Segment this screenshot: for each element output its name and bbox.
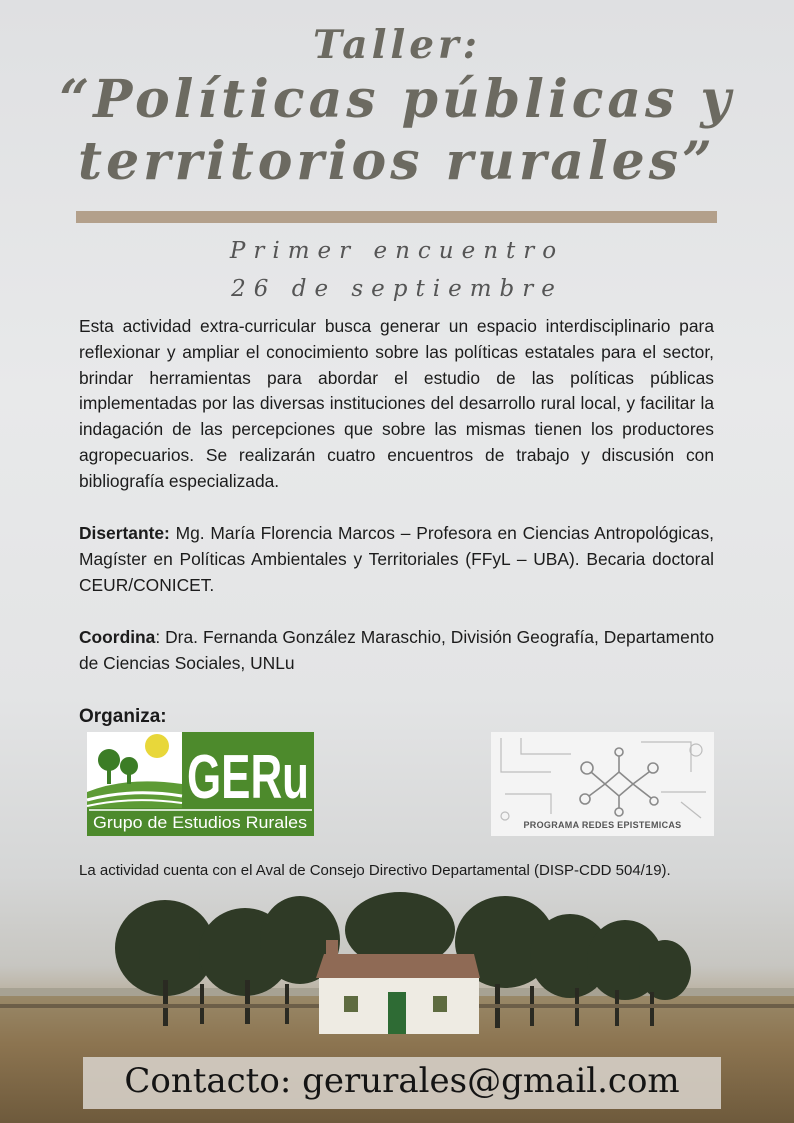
contact-email[interactable]: Contacto: gerurales@gmail.com (124, 1061, 680, 1101)
title-line-1: Taller: (313, 22, 481, 68)
coordinator-label: Coordina (79, 627, 156, 647)
geru-logo-graphic (87, 732, 314, 836)
speaker-text: Mg. María Florencia Marcos – Profesora en Ciencias Antropológicas, Magíster en Políticas Ambientales y Territoriales (FFyL – UBA). Becaria doctoral CEUR/CONICET. (79, 523, 714, 595)
farmhouse (316, 940, 480, 1034)
speaker-paragraph (79, 521, 714, 598)
geru-logo (87, 732, 314, 836)
coordinator-text: : Dra. Fernanda González Maraschio, División Geografía, Departamento de Ciencias Sociales, UNLu (79, 627, 714, 673)
aval-note: La actividad cuenta con el Aval de Consejo Directivo Departamental (DISP-CDD 504/19). (79, 862, 671, 879)
description-paragraph: Esta actividad extra-curricular busca generar un espacio interdisciplinario para reflexionar y ampliar el conocimiento sobre las políticas estatales para el sector, brindar herramientas para abordar el estudio de las políticas públicas implementadas por las diversas instituciones del desarrollo rural local, y facilitar la indagación de las percepciones que sobre las mismas tienen los productores agropecuarios. Se realizarán cuatro encuentros de trabajo y discusión con bibliografía especializada. (79, 316, 714, 491)
organiza-heading: Organiza: (79, 706, 167, 727)
redes-epistemicas-logo (491, 732, 714, 836)
coordinator-paragraph (79, 625, 714, 677)
title-line-3: territorios rurales” (78, 131, 716, 192)
speaker-label: Disertante: (79, 523, 170, 543)
title-divider (76, 211, 717, 223)
title-line-2: “Políticas públicas y (59, 69, 735, 130)
tree-icon (98, 749, 120, 771)
redes-caption: PROGRAMA REDES EPISTEMICAS (523, 820, 682, 830)
contact-banner (83, 1057, 721, 1109)
geru-caption: Grupo de Estudios Rurales (93, 813, 307, 832)
sun-icon (145, 734, 169, 758)
subtitle-date: 26 de septiembre (231, 276, 563, 302)
subtitle-encounter: Primer encuentro (229, 238, 565, 264)
geru-mark: GERu (187, 743, 309, 812)
